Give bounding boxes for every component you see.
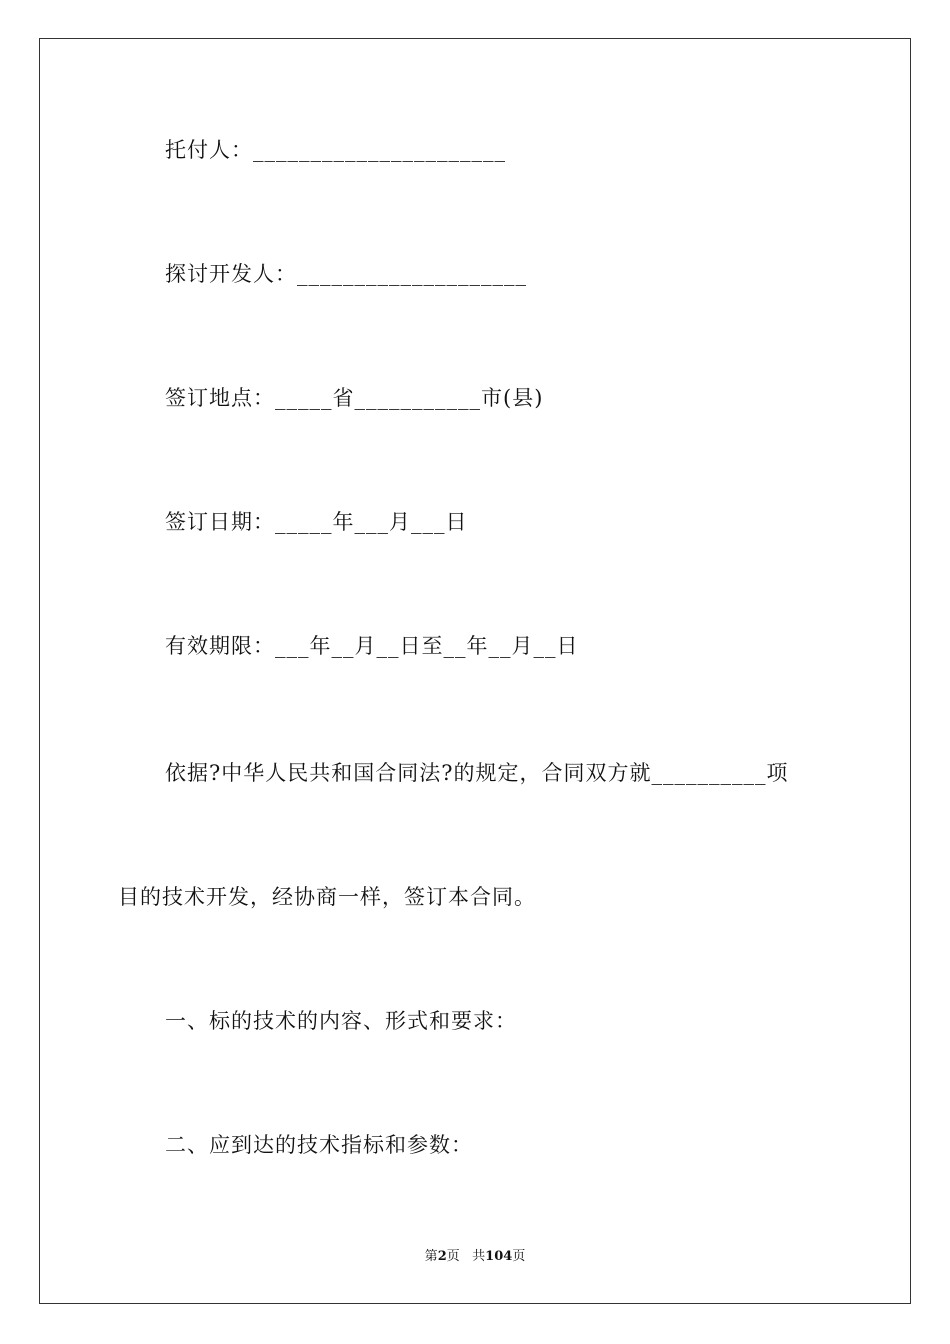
signing-date-line: 签订日期：_____年___月___日 [165,510,468,534]
validity-period-line: 有效期限：___年__月__日至__年__月__日 [165,634,579,658]
basis-paragraph-line-1: 依据?中华人民共和国合同法?的规定，合同双方就__________项 [165,761,789,785]
footer-total-suffix: 页 [512,1249,526,1264]
footer-total-prefix: 共 [472,1249,486,1264]
footer-page-suffix: 页 [446,1249,460,1264]
footer-total-pages: 104 [485,1249,513,1264]
basis-paragraph-line-2: 目的技术开发，经协商一样，签订本合同。 [118,885,536,909]
signing-place-line: 签订地点：_____省___________市(县) [165,386,544,410]
page-frame [39,38,911,1304]
footer-page-number: 2 [437,1249,447,1264]
page-footer [0,1248,950,1266]
footer-page-prefix: 第 [424,1249,438,1264]
section-two-heading: 二、应到达的技术指标和参数： [165,1133,473,1157]
developer-line: 探讨开发人：____________________ [165,262,527,286]
section-one-heading: 一、标的技术的内容、形式和要求： [165,1009,517,1033]
client-line: 托付人：______________________ [165,138,506,162]
